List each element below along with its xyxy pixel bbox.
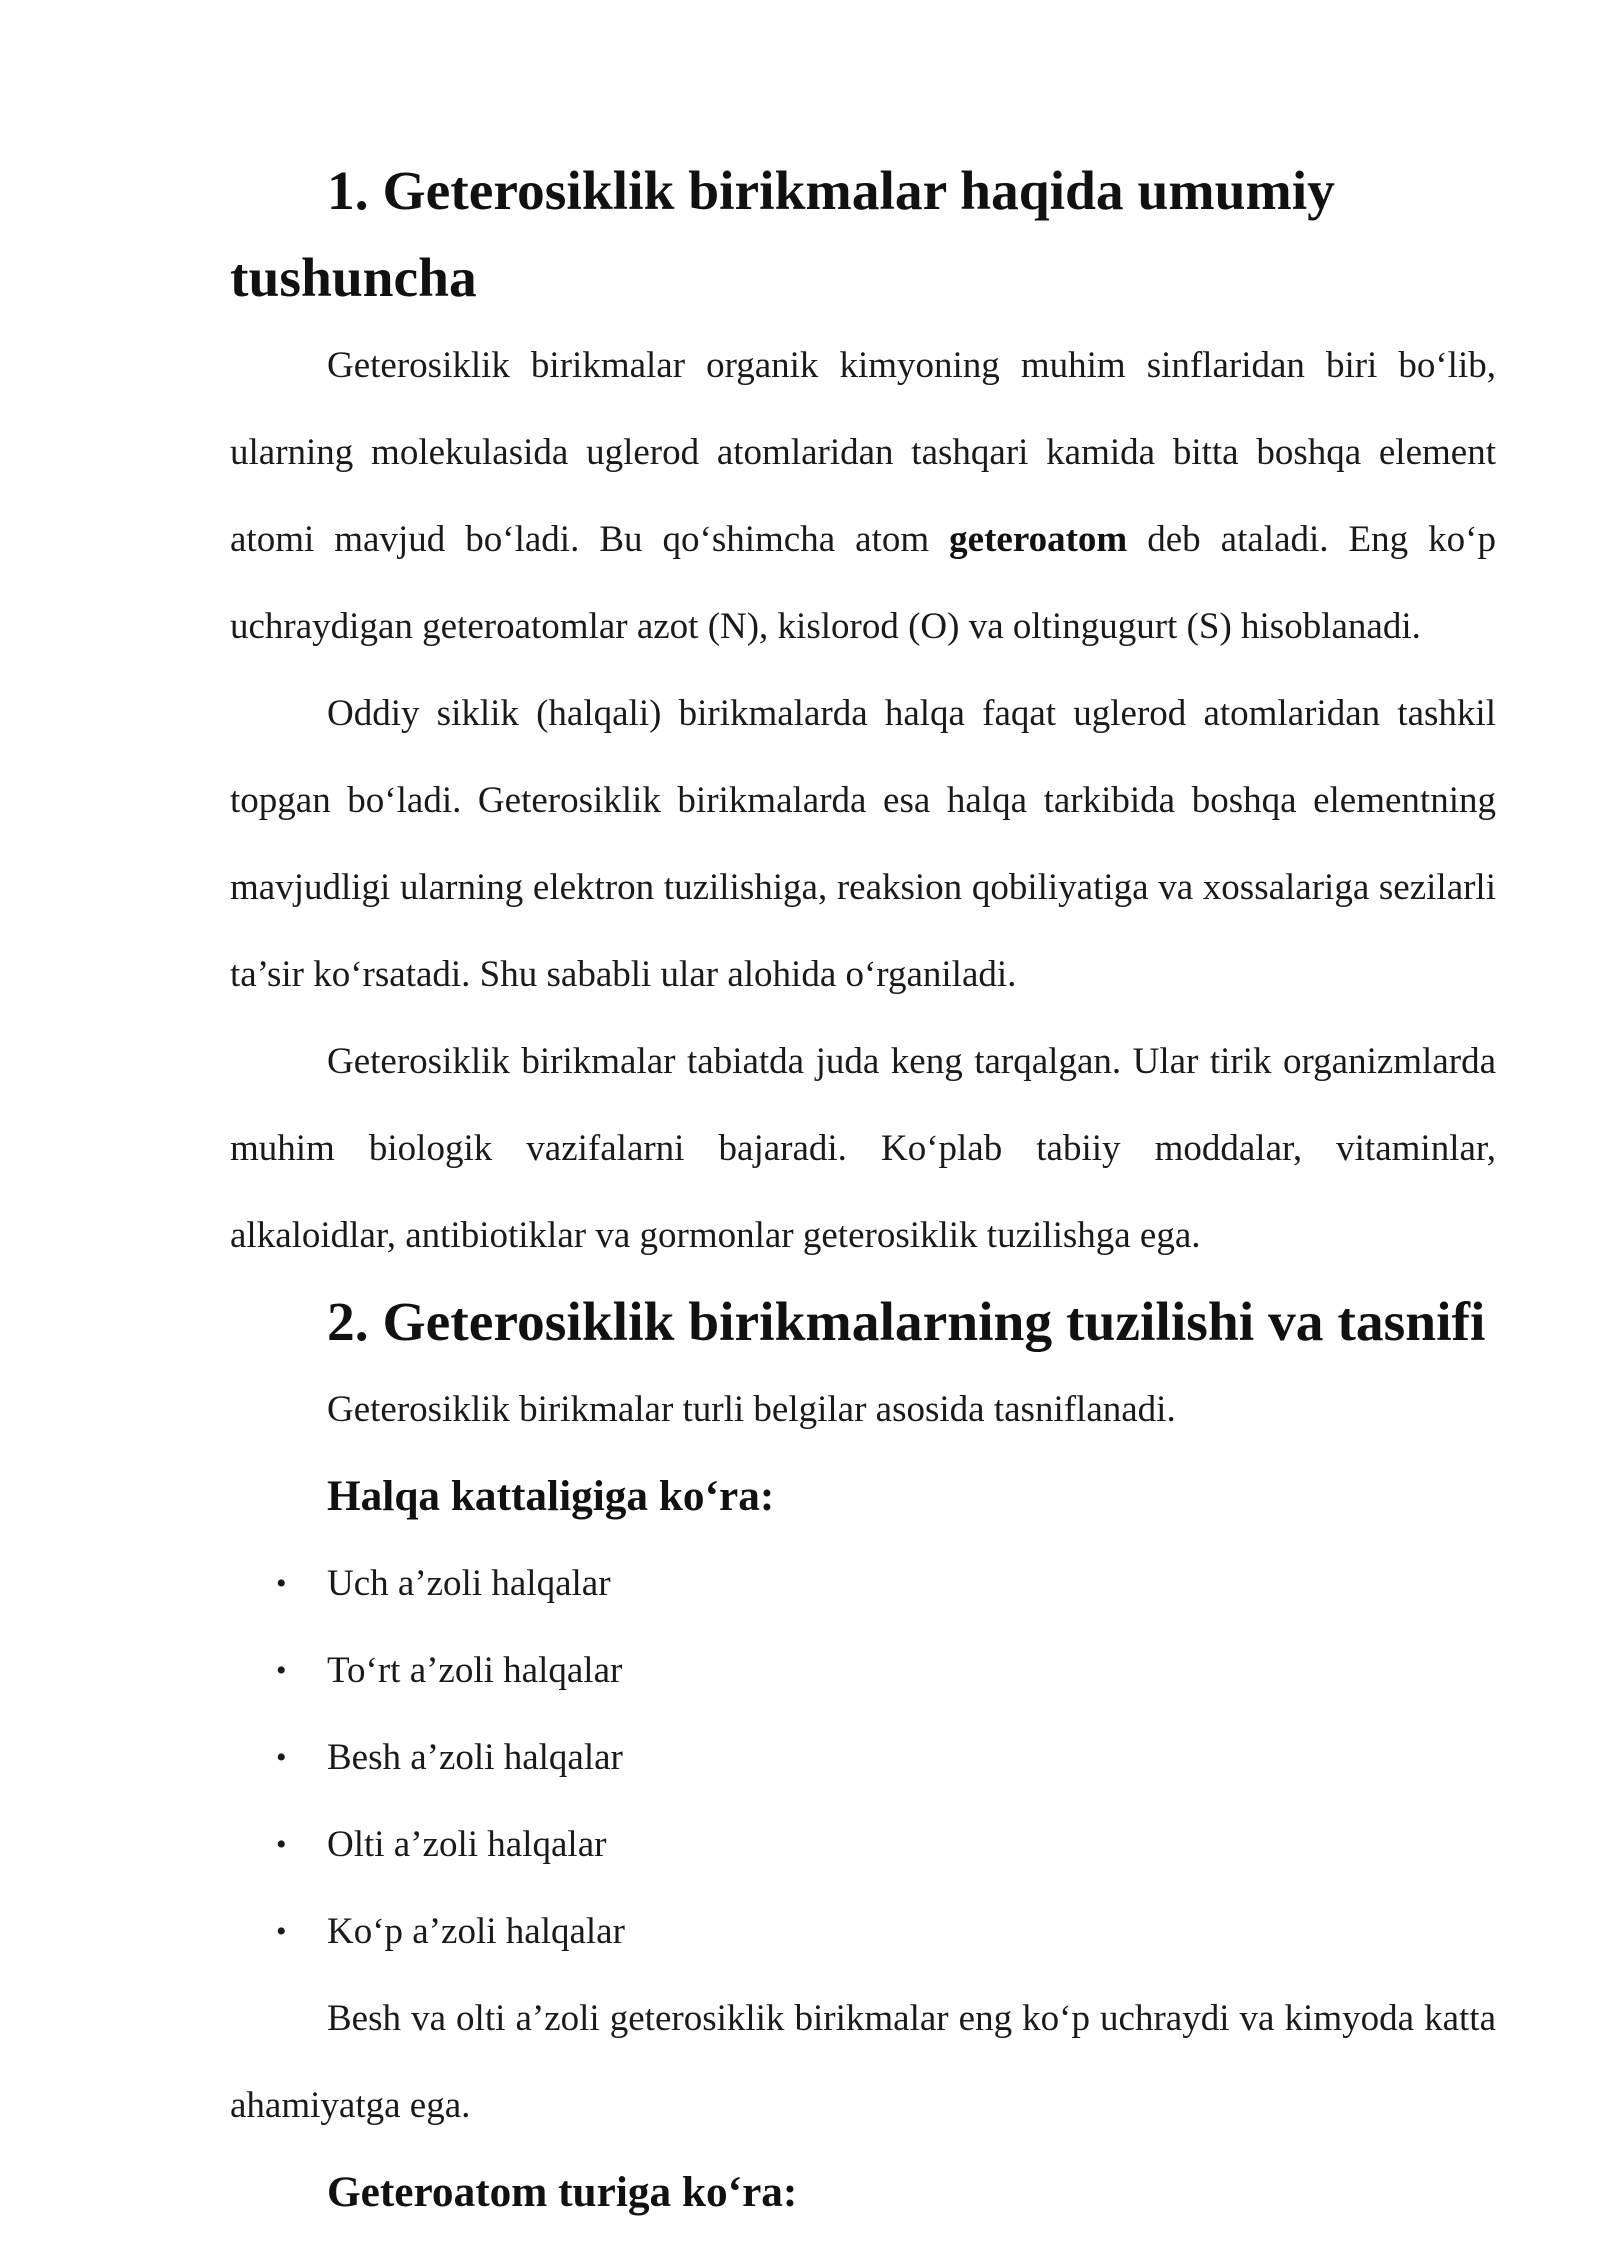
section-1-paragraph-1 — [230, 322, 1496, 670]
list-item — [230, 1627, 1496, 1714]
list-item-text: Ko‘p a’zoli halqalar — [327, 1911, 625, 1952]
list-item — [230, 1888, 1496, 1975]
bullet-icon: • — [276, 1915, 287, 1948]
list-item — [230, 1540, 1496, 1627]
bullet-icon: • — [276, 1654, 287, 1687]
list-item — [230, 1714, 1496, 1801]
list-item-text: Uch a’zoli halqalar — [327, 1563, 611, 1604]
bullet-icon: • — [276, 1567, 287, 1600]
ring-size-list — [230, 1540, 1496, 1975]
bullet-icon: • — [276, 1741, 287, 1774]
list-item — [230, 1801, 1496, 1888]
list-item-text: Besh a’zoli halqalar — [327, 1737, 623, 1778]
heteroatom-type-heading: Geteroatom turiga ko‘ra: — [327, 2168, 798, 2216]
term-geteroatom: geteroatom — [949, 519, 1128, 560]
section-2-title: 2. Geterosiklik birikmalarning tuzilishi va tasnifi — [327, 1292, 1486, 1353]
ring-size-note: Besh va olti a’zoli geterosiklik birikmalar eng ko‘p uchraydi va kimyoda katta ahamiyatga ega. — [230, 1998, 1496, 2126]
section-1-paragraph-3: Geterosiklik birikmalar tabiatda juda keng tarqalgan. Ular tirik organizmlarda muhim biologik vazifalarni bajaradi. Ko‘plab tabiiy moddalar, vitaminlar, alkaloidlar, antibiotiklar va gormonlar geterosiklik tuzilishga ega. — [230, 1041, 1496, 1256]
section-2-intro: Geterosiklik birikmalar turli belgilar asosida tasniflanadi. — [327, 1389, 1176, 1430]
section-1-title: 1. Geterosiklik birikmalar haqida umumiy tushuncha — [230, 161, 1335, 309]
list-item-text: To‘rt a’zoli halqalar — [327, 1650, 623, 1691]
ring-size-heading: Halqa kattaligiga ko‘ra: — [327, 1472, 775, 1520]
document-page — [230, 148, 1496, 2236]
paragraph-text: Geterosiklik birikmalar organik kimyoning muhim sinflaridan biri bo‘lib, ularning molekulasida uglerod atomlaridan tashqari kamida bitta boshqa element atomi mavjud bo‘ladi. Bu qo‘shimcha atom — [230, 345, 1496, 560]
list-item-text: Olti a’zoli halqalar — [327, 1824, 607, 1865]
paragraph-text: deb ataladi. Eng ko‘p uchraydigan geteroatomlar azot (N), kislorod (O) va oltingugurt (S) hisoblanadi. — [230, 519, 1496, 647]
bullet-icon: • — [276, 1828, 287, 1861]
section-1-paragraph-2: Oddiy siklik (halqali) birikmalarda halqa faqat uglerod atomlaridan tashkil topgan bo‘ladi. Geterosiklik birikmalarda esa halqa tarkibida boshqa elementning mavjudligi ularning elektron tuzilishiga, reaksion qobiliyatiga va xossalariga sezilarli ta’sir ko‘rsatadi. Shu sababli ular alohida o‘rganiladi. — [230, 693, 1496, 995]
